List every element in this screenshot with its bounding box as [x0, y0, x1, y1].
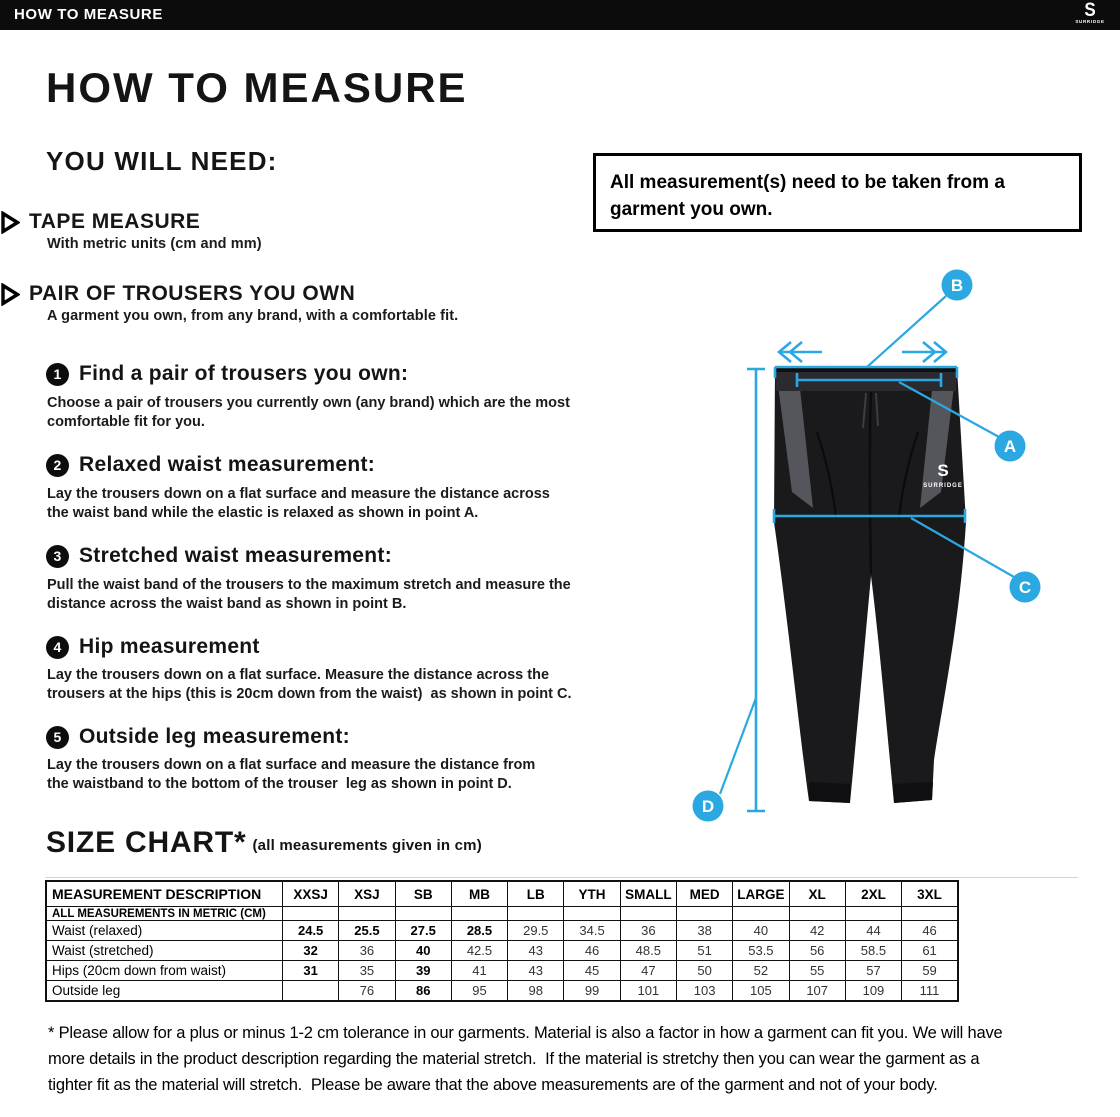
- point-a-label: A: [1003, 437, 1017, 456]
- value-cell: 42: [789, 921, 845, 941]
- step-3-body: [47, 576, 571, 614]
- column-header: 2XL: [845, 881, 901, 907]
- step-1-title: [46, 362, 408, 386]
- need-item-title: TAPE MEASURE: [29, 210, 201, 233]
- value-cell: 45: [564, 961, 620, 981]
- point-b-label: B: [950, 276, 964, 295]
- value-cell: 53.5: [733, 941, 789, 961]
- measure-line-d: [747, 369, 765, 811]
- row-label-cell: Waist (stretched): [46, 941, 283, 961]
- column-header: LARGE: [733, 881, 789, 907]
- footnote-line: * Please allow for a plus or minus 1-2 cm tolerance in our garments. Material is also a factor in how a garment can fit you. We will have: [48, 1024, 1003, 1042]
- step-body-line: trousers at the hips (this is 20cm down from the waist) as shown in point C.: [47, 686, 572, 702]
- cuff-left: [809, 782, 850, 803]
- table-row: [46, 961, 958, 981]
- value-cell: 101: [620, 981, 676, 1002]
- step-1-number-badge: 1: [46, 363, 69, 386]
- column-header: LB: [508, 881, 564, 907]
- step-5-number-badge: 5: [46, 726, 69, 749]
- value-cell: 24.5: [283, 921, 339, 941]
- topbar-title: HOW TO MEASURE: [14, 6, 163, 23]
- value-cell: [283, 981, 339, 1002]
- footnote: [48, 1020, 1003, 1098]
- value-cell: 56: [789, 941, 845, 961]
- table-header-row: [46, 881, 958, 907]
- value-cell: 86: [395, 981, 451, 1002]
- need-item-trousers: [0, 282, 355, 306]
- step-body-line: comfortable fit for you.: [47, 414, 205, 430]
- column-header: MEASUREMENT DESCRIPTION: [46, 881, 283, 907]
- point-c-label: C: [1018, 578, 1032, 597]
- value-cell: 27.5: [395, 921, 451, 941]
- waistband-top-edge: [775, 368, 957, 372]
- top-bar: [0, 0, 1120, 30]
- column-header: SB: [395, 881, 451, 907]
- need-item-title: PAIR OF TROUSERS YOU OWN: [29, 282, 356, 305]
- connector-b: [867, 296, 946, 367]
- value-cell: 46: [564, 941, 620, 961]
- row-label-cell: Outside leg: [46, 981, 283, 1002]
- empty-cell: [733, 907, 789, 921]
- value-cell: 61: [902, 941, 958, 961]
- step-body-line: the waistband to the bottom of the trouser leg as shown in point D.: [47, 776, 512, 792]
- size-chart-subheading: (all measurements given in cm): [252, 837, 482, 854]
- value-cell: 99: [564, 981, 620, 1002]
- trousers-measurement-diagram: [680, 260, 1120, 840]
- value-cell: 46: [902, 921, 958, 941]
- empty-cell: [620, 907, 676, 921]
- fly-seam: [870, 392, 871, 574]
- value-cell: 98: [508, 981, 564, 1002]
- step-title-text: Outside leg measurement:: [79, 725, 350, 748]
- connector-d: [720, 698, 756, 794]
- cuff-right: [893, 782, 933, 803]
- triangle-bullet-icon: [0, 283, 20, 306]
- step-4-body: [47, 666, 572, 704]
- size-chart-heading: [46, 826, 482, 860]
- step-title-text: Hip measurement: [79, 635, 260, 658]
- surridge-logo-text: SURRIDGE: [1075, 19, 1105, 24]
- value-cell: 28.5: [451, 921, 507, 941]
- empty-cell: [564, 907, 620, 921]
- trousers-illustration: [774, 368, 966, 803]
- need-item-trousers-sub: A garment you own, from any brand, with a comfortable fit.: [47, 308, 459, 324]
- value-cell: 109: [845, 981, 901, 1002]
- garment-logo-s-icon: S: [937, 461, 949, 480]
- footnote-line: tighter fit as the material will stretch. Please be aware that the above measurements are of the garment and not of your body.: [48, 1076, 938, 1094]
- value-cell: 43: [508, 961, 564, 981]
- column-header: YTH: [564, 881, 620, 907]
- value-cell: 55: [789, 961, 845, 981]
- value-cell: 25.5: [339, 921, 395, 941]
- step-title-text: Stretched waist measurement:: [79, 544, 393, 567]
- value-cell: 50: [676, 961, 732, 981]
- step-4-title: [46, 635, 260, 659]
- value-cell: 40: [395, 941, 451, 961]
- need-item-tape-measure: [0, 210, 200, 234]
- value-cell: 36: [620, 921, 676, 941]
- notice-box: [593, 153, 1082, 232]
- step-title-text: Relaxed waist measurement:: [79, 453, 376, 476]
- column-header: XXSJ: [283, 881, 339, 907]
- surridge-logo: [1070, 1, 1110, 25]
- size-chart-table-head: [46, 881, 958, 907]
- value-cell: 76: [339, 981, 395, 1002]
- empty-cell: [395, 907, 451, 921]
- table-row: [46, 921, 958, 941]
- notice-line: garment you own.: [610, 199, 773, 220]
- step-3-title: [46, 544, 392, 568]
- divider-line: [45, 877, 1078, 878]
- value-cell: 58.5: [845, 941, 901, 961]
- value-cell: 40: [733, 921, 789, 941]
- empty-cell: [789, 907, 845, 921]
- step-body-line: Choose a pair of trousers you currently own (any brand) which are the most: [47, 395, 570, 411]
- step-4-number-badge: 4: [46, 636, 69, 659]
- metric-note-cell: ALL MEASUREMENTS IN METRIC (CM): [46, 907, 283, 921]
- value-cell: 103: [676, 981, 732, 1002]
- empty-cell: [283, 907, 339, 921]
- empty-cell: [339, 907, 395, 921]
- triangle-bullet-icon: [0, 211, 20, 234]
- value-cell: 105: [733, 981, 789, 1002]
- row-label-cell: Waist (relaxed): [46, 921, 283, 941]
- table-row: [46, 941, 958, 961]
- stretch-arrow-right: [902, 342, 946, 362]
- metric-note-row: [46, 907, 958, 921]
- empty-cell: [845, 907, 901, 921]
- garment-logo-text: SURRIDGE: [923, 483, 963, 489]
- size-chart-table: [45, 880, 959, 1002]
- column-header: XL: [789, 881, 845, 907]
- table-row: [46, 981, 958, 1002]
- value-cell: 47: [620, 961, 676, 981]
- notice-line: All measurement(s) need to be taken from a: [610, 172, 1005, 193]
- empty-cell: [451, 907, 507, 921]
- column-header: SMALL: [620, 881, 676, 907]
- value-cell: 31: [283, 961, 339, 981]
- value-cell: 111: [902, 981, 958, 1002]
- step-3-number-badge: 3: [46, 545, 69, 568]
- step-2-number-badge: 2: [46, 454, 69, 477]
- column-header: 3XL: [902, 881, 958, 907]
- value-cell: 32: [283, 941, 339, 961]
- step-1-body: [47, 394, 570, 432]
- you-will-need-heading: YOU WILL NEED:: [46, 146, 278, 176]
- step-body-line: Lay the trousers down on a flat surface and measure the distance from: [47, 757, 536, 773]
- empty-cell: [902, 907, 958, 921]
- point-d-label: D: [701, 797, 715, 816]
- step-5-title: [46, 725, 350, 749]
- value-cell: 34.5: [564, 921, 620, 941]
- column-header: XSJ: [339, 881, 395, 907]
- value-cell: 39: [395, 961, 451, 981]
- value-cell: 38: [676, 921, 732, 941]
- value-cell: 42.5: [451, 941, 507, 961]
- value-cell: 44: [845, 921, 901, 941]
- empty-cell: [508, 907, 564, 921]
- step-title-text: Find a pair of trousers you own:: [79, 362, 409, 385]
- value-cell: 29.5: [508, 921, 564, 941]
- step-2-title: [46, 453, 375, 477]
- step-5-body: [47, 756, 535, 794]
- footnote-line: more details in the product description regarding the material stretch. If the material is stretchy then you can wear the garment as a: [48, 1050, 980, 1068]
- value-cell: 95: [451, 981, 507, 1002]
- size-chart-asterisk: *: [234, 826, 247, 859]
- value-cell: 52: [733, 961, 789, 981]
- step-body-line: the waist band while the elastic is relaxed as shown in point A.: [47, 505, 479, 521]
- surridge-s-icon: S: [1084, 0, 1096, 21]
- value-cell: 107: [789, 981, 845, 1002]
- step-body-line: Lay the trousers down on a flat surface and measure the distance across: [47, 486, 550, 502]
- value-cell: 48.5: [620, 941, 676, 961]
- page-title: HOW TO MEASURE: [46, 64, 468, 111]
- value-cell: 51: [676, 941, 732, 961]
- value-cell: 41: [451, 961, 507, 981]
- stretch-arrow-left: [779, 342, 822, 362]
- value-cell: 43: [508, 941, 564, 961]
- size-chart-title: SIZE CHART: [46, 826, 234, 859]
- column-header: MED: [676, 881, 732, 907]
- size-chart-table-body: [46, 907, 958, 1002]
- row-label-cell: Hips (20cm down from waist): [46, 961, 283, 981]
- step-2-body: [47, 485, 550, 523]
- value-cell: 59: [902, 961, 958, 981]
- step-body-line: distance across the waist band as shown in point B.: [47, 596, 407, 612]
- step-body-line: Lay the trousers down on a flat surface. Measure the distance across the: [47, 667, 550, 683]
- column-header: MB: [451, 881, 507, 907]
- value-cell: 35: [339, 961, 395, 981]
- need-item-tape-measure-sub: With metric units (cm and mm): [47, 236, 262, 252]
- step-body-line: Pull the waist band of the trousers to the maximum stretch and measure the: [47, 577, 571, 593]
- value-cell: 57: [845, 961, 901, 981]
- value-cell: 36: [339, 941, 395, 961]
- empty-cell: [676, 907, 732, 921]
